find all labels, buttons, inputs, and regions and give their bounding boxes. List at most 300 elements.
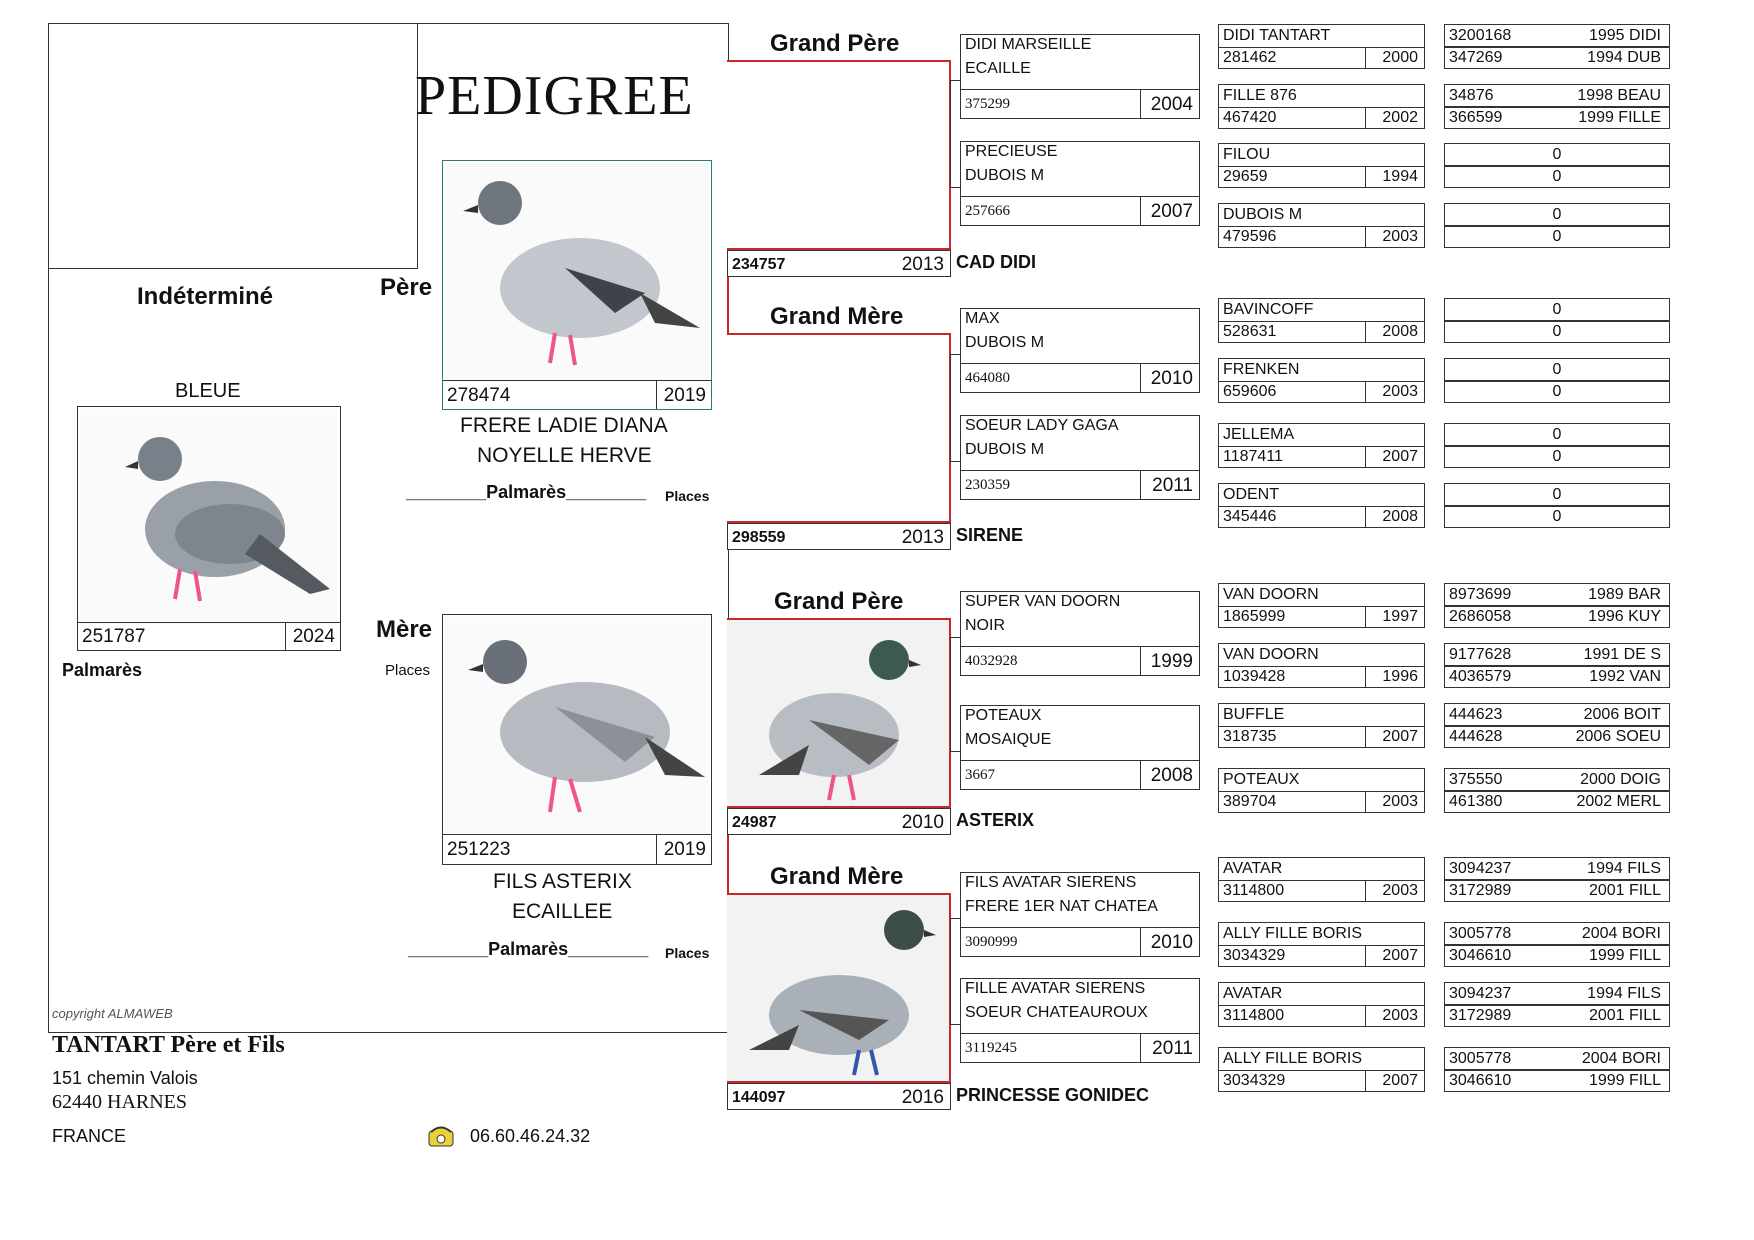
ancestor-gen4-name: POTEAUX: [1223, 771, 1300, 788]
great-grandparent-card: [960, 978, 1200, 1062]
ancestor-gen4-year: 2007: [1382, 448, 1418, 465]
subject-pigeon-photo: [80, 409, 338, 624]
ancestor-gen5-bottom-cell: [1444, 1070, 1670, 1092]
ancestor-gen4-name-cell: [1218, 703, 1425, 727]
great-grandparent-ring-bar: [960, 1033, 1200, 1063]
ancestor-gen5-card: [1444, 583, 1670, 628]
ancestor-gen5-info: 2006 SOEU: [1575, 728, 1661, 745]
father-label: Père: [380, 274, 433, 301]
ancestor-gen4-ring-cell: [1218, 1070, 1425, 1092]
great-grandparent-line2: MOSAIQUE: [965, 731, 1052, 748]
ancestor-gen4-ring-cell: [1218, 945, 1425, 967]
mother-name: FILS ASTERIX: [493, 870, 632, 893]
father-palmares-line: ________Palmarès________: [406, 482, 647, 502]
ancestor-gen5-ring: 444623: [1449, 706, 1503, 723]
grandparent-name: SIRENE: [956, 525, 1024, 545]
great-grandparent-card: [960, 415, 1200, 499]
great-grandparent-line1: PRECIEUSE: [965, 143, 1058, 160]
ancestor-gen5-bottom-cell: [1444, 666, 1670, 688]
pigeon-icon: [445, 617, 709, 835]
great-grandparent-ring-bar: [960, 363, 1200, 393]
ancestor-gen4-ring-cell: [1218, 1005, 1425, 1027]
ancestor-gen4-name-cell: [1218, 982, 1425, 1006]
ancestor-gen5-ring: 0: [1552, 448, 1562, 465]
grandparent-ring: 298559: [732, 529, 786, 546]
ancestor-gen5-bottom-cell: [1444, 47, 1670, 69]
grandparent-photo-frame: [727, 333, 951, 523]
ancestor-gen4-name-cell: [1218, 143, 1425, 167]
great-grandparent-connector: [950, 1024, 960, 1025]
father-year: 2019: [663, 385, 706, 406]
ancestor-gen5-ring: 3094237: [1449, 860, 1512, 877]
ancestor-gen4-ring-cell: [1218, 166, 1425, 188]
ancestor-gen5-card: [1444, 643, 1670, 688]
ancestor-gen5-info: 2001 FILL: [1588, 1007, 1661, 1024]
ancestor-gen4-ring-cell: [1218, 791, 1425, 813]
ancestor-gen5-top-cell: [1444, 768, 1670, 791]
subject-color: BLEUE: [175, 380, 241, 402]
ancestor-gen4-ring: 389704: [1223, 793, 1277, 810]
ancestor-gen4-ring-cell: [1218, 506, 1425, 528]
father-places: Places: [665, 488, 710, 504]
ancestor-gen5-bottom-cell: [1444, 107, 1670, 129]
ancestor-gen5-info: 2001 FILL: [1588, 882, 1661, 899]
ancestor-gen4-year: 2003: [1382, 1007, 1418, 1024]
ancestor-gen4-card: [1218, 922, 1425, 967]
ancestor-gen5-ring: 0: [1552, 228, 1562, 245]
ancestor-gen5-ring: 3094237: [1449, 985, 1512, 1002]
great-grandparent-line1: FILLE AVATAR SIERENS: [965, 980, 1146, 997]
pigeon-icon: [739, 625, 939, 805]
ancestor-gen5-top-cell: [1444, 1047, 1670, 1070]
great-grandparent-line2: DUBOIS M: [965, 334, 1045, 351]
ancestor-gen4-name: ALLY FILLE BORIS: [1223, 925, 1363, 942]
great-grandparent-card: [960, 141, 1200, 225]
ancestor-gen5-ring: 3046610: [1449, 947, 1512, 964]
great-grandparent-line2: SOEUR CHATEAUROUX: [965, 1004, 1148, 1021]
ancestor-gen5-info: 2004 BORI: [1581, 925, 1661, 942]
great-grandparent-line2: NOIR: [965, 617, 1005, 634]
ancestor-gen4-ring-cell: [1218, 666, 1425, 688]
ancestor-gen5-card: [1444, 423, 1670, 468]
grandparent-name: PRINCESSE GONIDEC: [956, 1085, 1150, 1105]
grandparent-ring-bar: [727, 250, 951, 277]
mother-places: Places: [665, 945, 710, 961]
ancestor-gen5-info: 1999 FILL: [1588, 947, 1661, 964]
ancestor-gen5-bottom-cell: [1444, 321, 1670, 343]
ancestor-gen5-card: [1444, 84, 1670, 129]
great-grandparent-ring-bar: [960, 89, 1200, 119]
ancestor-gen4-name-cell: [1218, 922, 1425, 946]
ancestor-gen4-ring: 3114800: [1223, 882, 1285, 899]
ancestor-gen5-top-cell: [1444, 298, 1670, 321]
great-grandparent-connector: [950, 751, 960, 752]
ancestor-gen5-ring: 0: [1552, 426, 1562, 443]
ancestor-gen4-card: [1218, 203, 1425, 248]
ancestor-gen5-ring: 0: [1552, 146, 1562, 163]
father-photo-frame: [442, 160, 712, 410]
ancestor-gen4-ring: 1865999: [1223, 608, 1286, 625]
great-grandparent-year: 2010: [1150, 368, 1193, 389]
great-grandparent-ring: 230359: [965, 477, 1010, 493]
ancestor-gen4-ring: 479596: [1223, 228, 1277, 245]
ancestor-gen4-name: FILLE 876: [1223, 87, 1297, 104]
ancestor-gen5-card: [1444, 768, 1670, 813]
great-grandparent-line1: DIDI MARSEILLE: [965, 36, 1092, 53]
great-grandparent-bracket: [950, 637, 951, 751]
ancestor-gen4-name: FILOU: [1223, 146, 1271, 163]
ancestor-gen4-name: ALLY FILLE BORIS: [1223, 1050, 1363, 1067]
ancestor-gen4-card: [1218, 583, 1425, 628]
mother-ring-bar: [443, 834, 711, 864]
ancestor-gen5-ring: 0: [1552, 361, 1562, 378]
ancestor-gen4-card: [1218, 24, 1425, 69]
grandparent-title: Grand Père: [770, 30, 900, 57]
ancestor-gen4-name: FRENKEN: [1223, 361, 1300, 378]
ancestor-gen5-bottom-cell: [1444, 945, 1670, 967]
ancestor-gen5-ring: 3005778: [1449, 925, 1512, 942]
ancestor-gen5-ring: 0: [1552, 323, 1562, 340]
ancestor-gen5-ring: 3005778: [1449, 1050, 1512, 1067]
great-grandparent-line1: POTEAUX: [965, 707, 1042, 724]
great-grandparent-ring-bar: [960, 760, 1200, 790]
ancestor-gen4-ring: 318735: [1223, 728, 1277, 745]
great-grandparent-year: 2011: [1152, 475, 1193, 496]
ancestor-gen4-name-cell: [1218, 857, 1425, 881]
ancestor-gen4-ring: 29659: [1223, 168, 1268, 185]
grandparent-year: 2016: [901, 1087, 944, 1108]
ancestor-gen5-card: [1444, 857, 1670, 902]
ancestor-gen5-top-cell: [1444, 857, 1670, 880]
ancestor-gen5-card: [1444, 24, 1670, 69]
ancestor-gen4-year: 2003: [1382, 228, 1418, 245]
ancestor-gen4-year: 2007: [1382, 728, 1418, 745]
great-grandparent-ring-bar: [960, 927, 1200, 957]
ancestor-gen4-year: 2008: [1382, 323, 1418, 340]
ancestor-gen5-top-cell: [1444, 84, 1670, 107]
ancestor-gen5-ring: 0: [1552, 301, 1562, 318]
ancestor-gen5-bottom-cell: [1444, 726, 1670, 748]
pigeon-icon: [445, 163, 709, 381]
ancestor-gen5-ring: 444628: [1449, 728, 1503, 745]
ancestor-gen5-card: [1444, 358, 1670, 403]
ancestor-gen5-ring: 2686058: [1449, 608, 1512, 625]
ancestor-gen4-name: VAN DOORN: [1223, 646, 1319, 663]
ancestor-gen4-ring: 3034329: [1223, 1072, 1286, 1089]
ancestor-gen5-card: [1444, 1047, 1670, 1092]
mother-ring: 251223: [447, 839, 511, 860]
ancestor-gen5-top-cell: [1444, 643, 1670, 666]
grandparent-ring: 24987: [732, 814, 777, 831]
ancestor-gen4-name-cell: [1218, 768, 1425, 792]
great-grandparent-year: 2004: [1150, 94, 1193, 115]
ancestor-gen5-info: 1998 BEAU: [1577, 87, 1661, 104]
ancestor-gen4-name-cell: [1218, 483, 1425, 507]
ancestor-gen4-ring-cell: [1218, 321, 1425, 343]
great-grandparent-card: [960, 872, 1200, 956]
ancestor-gen4-year: 2007: [1382, 1072, 1418, 1089]
ancestor-gen4-ring: 3114800: [1223, 1007, 1285, 1024]
great-grandparent-line2: FRERE 1ER NAT CHATEA: [965, 898, 1158, 915]
ancestor-gen4-name-cell: [1218, 1047, 1425, 1071]
ancestor-gen5-info: 1989 BAR: [1588, 586, 1661, 603]
grandparent-photo-frame: [727, 893, 951, 1083]
ancestor-gen5-info: 1999 FILL: [1588, 1072, 1661, 1089]
great-grandparent-ring: 3667: [965, 767, 995, 783]
ancestor-gen5-top-cell: [1444, 423, 1670, 446]
owner-city: 62440 HARNES: [52, 1091, 188, 1113]
ancestor-gen4-name: AVATAR: [1223, 860, 1283, 877]
ancestor-gen5-info: 2002 MERL: [1576, 793, 1661, 810]
ancestor-gen4-card: [1218, 643, 1425, 688]
father-name: FRERE LADIE DIANA: [460, 414, 668, 437]
ancestor-gen5-ring: 0: [1552, 486, 1562, 503]
logo-box: [48, 23, 418, 269]
ancestor-gen5-info: 1994 DUB: [1587, 49, 1661, 66]
ancestor-gen5-top-cell: [1444, 203, 1670, 226]
ancestor-gen4-ring: 281462: [1223, 49, 1277, 66]
ancestor-gen5-info: 1991 DE S: [1583, 646, 1661, 663]
ancestor-gen5-info: 1996 KUY: [1588, 608, 1661, 625]
ancestor-gen4-ring-cell: [1218, 226, 1425, 248]
ancestor-gen5-top-cell: [1444, 143, 1670, 166]
ancestor-gen4-card: [1218, 703, 1425, 748]
subject-year: 2024: [292, 626, 335, 647]
ancestor-gen5-info: 1999 FILLE: [1578, 109, 1661, 126]
great-grandparent-ring-bar: [960, 646, 1200, 676]
ancestor-gen5-ring: 347269: [1449, 49, 1503, 66]
ancestor-gen5-card: [1444, 483, 1670, 528]
mother-photo-frame: [442, 614, 712, 865]
ancestor-gen5-ring: 34876: [1449, 87, 1494, 104]
great-grandparent-year: 2007: [1150, 201, 1193, 222]
ancestor-gen4-name-cell: [1218, 24, 1425, 48]
owner-name: TANTART Père et Fils: [52, 1032, 285, 1058]
great-grandparent-year: 2010: [1150, 932, 1193, 953]
grandparent-year: 2010: [901, 812, 944, 833]
ancestor-gen4-card: [1218, 1047, 1425, 1092]
ancestor-gen4-card: [1218, 857, 1425, 902]
ancestor-gen4-year: 1994: [1382, 168, 1418, 185]
ancestor-gen5-top-cell: [1444, 583, 1670, 606]
page-title: PEDIGREE: [415, 65, 694, 127]
mother-breeder: ECAILLEE: [512, 900, 613, 923]
mother-palmares-line: ________Palmarès________: [408, 939, 649, 959]
ancestor-gen4-ring-cell: [1218, 107, 1425, 129]
ancestor-gen4-name-cell: [1218, 643, 1425, 667]
father-pigeon-photo: [445, 163, 709, 381]
subject-ring: 251787: [82, 626, 146, 647]
ancestor-gen5-ring: 9177628: [1449, 646, 1512, 663]
ancestor-gen5-top-cell: [1444, 982, 1670, 1005]
ancestor-gen4-year: 1996: [1382, 668, 1418, 685]
ancestor-gen5-info: 2000 DOIG: [1580, 771, 1661, 788]
ancestor-gen4-year: 1997: [1382, 608, 1418, 625]
ancestor-gen5-ring: 375550: [1449, 771, 1503, 788]
ancestor-gen5-card: [1444, 982, 1670, 1027]
ancestor-gen4-year: 2007: [1382, 947, 1418, 964]
great-grandparent-line2: DUBOIS M: [965, 441, 1045, 458]
ancestor-gen5-top-cell: [1444, 24, 1670, 47]
great-grandparent-ring-bar: [960, 470, 1200, 500]
ancestor-gen5-info: 2004 BORI: [1581, 1050, 1661, 1067]
ancestor-gen4-card: [1218, 358, 1425, 403]
great-grandparent-ring: 375299: [965, 96, 1010, 112]
grandparent-year: 2013: [901, 254, 944, 275]
ancestor-gen4-year: 2003: [1382, 882, 1418, 899]
ancestor-gen5-ring: 4036579: [1449, 668, 1512, 685]
ancestor-gen4-name: BAVINCOFF: [1223, 301, 1314, 318]
great-grandparent-card: [960, 34, 1200, 118]
grandparent-name: ASTERIX: [956, 810, 1035, 830]
ancestor-gen4-year: 2000: [1382, 49, 1418, 66]
father-breeder: NOYELLE HERVE: [477, 444, 652, 467]
great-grandparent-ring-bar: [960, 196, 1200, 226]
mother-places-left: Places: [385, 662, 431, 679]
ancestor-gen5-bottom-cell: [1444, 506, 1670, 528]
great-grandparent-bracket: [950, 354, 951, 461]
ancestor-gen5-ring: 3200168: [1449, 27, 1512, 44]
ancestor-gen4-card: [1218, 298, 1425, 343]
great-grandparent-ring: 3090999: [965, 934, 1018, 950]
copyright: copyright ALMAWEB: [52, 1006, 173, 1021]
ancestor-gen4-name-cell: [1218, 84, 1425, 108]
ancestor-gen5-ring: 8973699: [1449, 586, 1512, 603]
ancestor-gen4-ring: 345446: [1223, 508, 1277, 525]
father-ring: 278474: [447, 385, 511, 406]
ancestor-gen4-name: BUFFLE: [1223, 706, 1285, 723]
ancestor-gen5-top-cell: [1444, 358, 1670, 381]
ancestor-gen5-info: 1994 FILS: [1587, 985, 1661, 1002]
ancestor-gen4-ring-cell: [1218, 381, 1425, 403]
great-grandparent-ring: 4032928: [965, 653, 1018, 669]
ancestor-gen4-year: 2003: [1382, 793, 1418, 810]
ancestor-gen4-ring: 3034329: [1223, 947, 1286, 964]
ancestor-gen5-info: 1995 DIDI: [1588, 27, 1661, 44]
ancestor-gen4-name-cell: [1218, 298, 1425, 322]
ancestor-gen5-info: 1992 VAN: [1589, 668, 1661, 685]
ancestor-gen4-name: VAN DOORN: [1223, 586, 1319, 603]
ancestor-gen4-name: DIDI TANTART: [1223, 27, 1331, 44]
ancestor-gen4-ring-cell: [1218, 446, 1425, 468]
great-grandparent-ring: 464080: [965, 370, 1010, 386]
great-grandparent-connector: [950, 187, 960, 188]
ancestor-gen4-name-cell: [1218, 358, 1425, 382]
subject-palmares: Palmarès: [62, 660, 143, 680]
grandparent-ring: 234757: [732, 256, 786, 273]
grandparent-photo-frame: [727, 618, 951, 808]
grandparent-ring-bar: [727, 1083, 951, 1110]
ancestor-gen4-name: JELLEMA: [1223, 426, 1295, 443]
ancestor-gen5-ring: 3172989: [1449, 882, 1512, 899]
great-grandparent-line1: FILS AVATAR SIERENS: [965, 874, 1137, 891]
great-grandparent-card: [960, 308, 1200, 392]
ancestor-gen5-bottom-cell: [1444, 381, 1670, 403]
ancestor-gen4-ring-cell: [1218, 880, 1425, 902]
ancestor-gen5-top-cell: [1444, 922, 1670, 945]
ancestor-gen5-bottom-cell: [1444, 166, 1670, 188]
owner-country: FRANCE: [52, 1126, 127, 1146]
ancestor-gen4-year: 2003: [1382, 383, 1418, 400]
ancestor-gen4-name: DUBOIS M: [1223, 206, 1303, 223]
great-grandparent-line1: SOEUR LADY GAGA: [965, 417, 1119, 434]
subject-photo-frame: [77, 406, 341, 651]
ancestor-gen4-card: [1218, 84, 1425, 129]
great-grandparent-line2: DUBOIS M: [965, 167, 1045, 184]
pigeon-icon: [739, 900, 939, 1080]
ancestor-gen5-card: [1444, 203, 1670, 248]
ancestor-gen4-name-cell: [1218, 423, 1425, 447]
ancestor-gen5-card: [1444, 298, 1670, 343]
great-grandparent-connector: [950, 80, 960, 81]
ancestor-gen5-bottom-cell: [1444, 606, 1670, 628]
grandparent-title: Grand Mère: [770, 303, 904, 330]
grandparent-name: CAD DIDI: [956, 252, 1036, 272]
ancestor-gen4-card: [1218, 483, 1425, 528]
pigeon-icon: [80, 409, 338, 624]
ancestor-gen5-top-cell: [1444, 483, 1670, 506]
ancestor-gen5-bottom-cell: [1444, 226, 1670, 248]
father-ring-bar: [443, 380, 711, 409]
ancestor-gen4-ring: 1039428: [1223, 668, 1286, 685]
ancestor-gen4-ring-cell: [1218, 47, 1425, 69]
great-grandparent-line1: SUPER VAN DOORN: [965, 593, 1121, 610]
ancestor-gen4-name: ODENT: [1223, 486, 1279, 503]
grandparent-title: Grand Mère: [770, 863, 904, 890]
ancestor-gen5-top-cell: [1444, 703, 1670, 726]
ancestor-gen5-info: 2006 BOIT: [1583, 706, 1661, 723]
ancestor-gen5-ring: 366599: [1449, 109, 1503, 126]
ancestor-gen5-bottom-cell: [1444, 880, 1670, 902]
telephone-icon: [428, 1125, 454, 1147]
ancestor-gen4-year: 2008: [1382, 508, 1418, 525]
ancestor-gen5-info: 1994 FILS: [1587, 860, 1661, 877]
ancestor-gen5-bottom-cell: [1444, 791, 1670, 813]
great-grandparent-connector: [950, 918, 960, 919]
ancestor-gen4-ring: 1187411: [1223, 448, 1283, 465]
great-grandparent-bracket: [950, 918, 951, 1024]
ancestor-gen4-name: AVATAR: [1223, 985, 1283, 1002]
ancestor-gen4-card: [1218, 143, 1425, 188]
ancestor-gen5-ring: 3046610: [1449, 1072, 1512, 1089]
great-grandparent-connector: [950, 354, 960, 355]
ancestor-gen5-ring: 461380: [1449, 793, 1503, 810]
ancestor-gen4-ring: 659606: [1223, 383, 1277, 400]
ancestor-gen4-card: [1218, 423, 1425, 468]
ancestor-gen5-card: [1444, 703, 1670, 748]
ancestor-gen4-name-cell: [1218, 583, 1425, 607]
great-grandparent-year: 1999: [1150, 651, 1193, 672]
ancestor-gen5-ring: 3172989: [1449, 1007, 1512, 1024]
grandparent-title: Grand Père: [774, 588, 904, 615]
mother-label: Mère: [376, 616, 433, 643]
grandparent-ring-bar: [727, 808, 951, 835]
ancestor-gen4-card: [1218, 768, 1425, 813]
ancestor-gen5-ring: 0: [1552, 168, 1562, 185]
grandparent-year: 2013: [901, 527, 944, 548]
ancestor-gen5-ring: 0: [1552, 508, 1562, 525]
great-grandparent-ring: 257666: [965, 203, 1010, 219]
great-grandparent-line2: ECAILLE: [965, 60, 1031, 77]
ancestor-gen4-ring: 528631: [1223, 323, 1277, 340]
grandparent-photo-frame: [727, 60, 951, 250]
ancestor-gen4-name-cell: [1218, 203, 1425, 227]
subject-sex: Indéterminé: [137, 283, 274, 310]
mother-year: 2019: [663, 839, 706, 860]
grandparent-ring: 144097: [732, 1089, 786, 1106]
great-grandparent-card: [960, 591, 1200, 675]
great-grandparent-year: 2008: [1150, 765, 1193, 786]
